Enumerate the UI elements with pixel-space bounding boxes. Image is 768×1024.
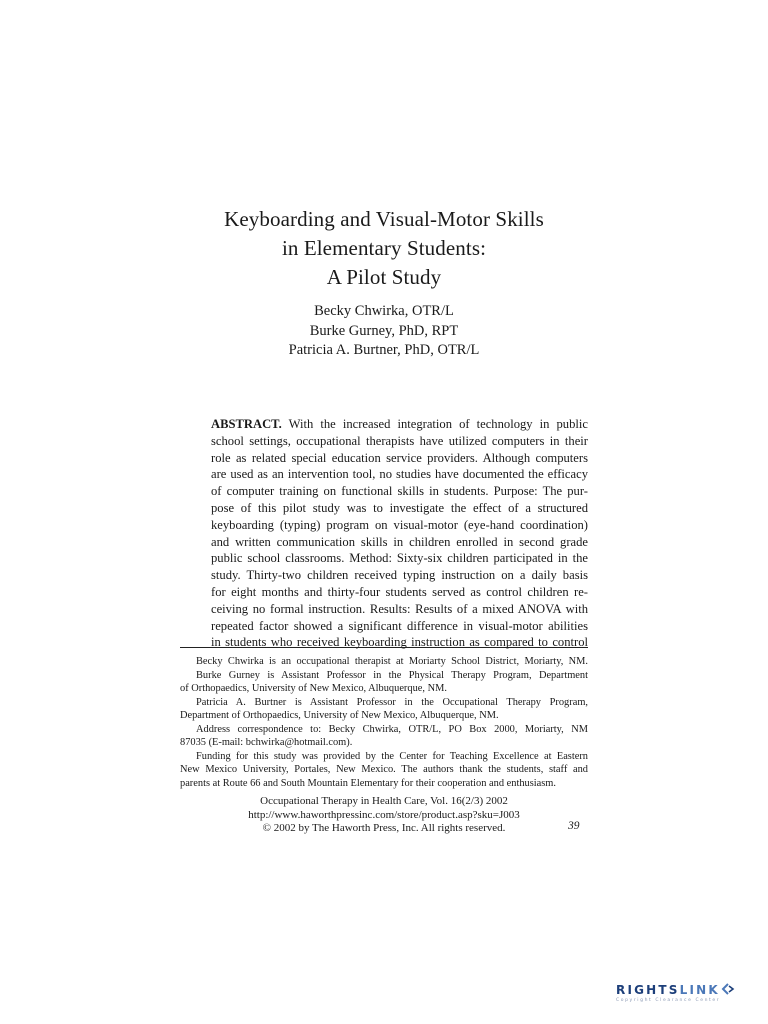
footnote-line: New Mexico University, Portales, New Mexico. The authors thank the students, staff and xyxy=(180,764,588,775)
abstract-label: ABSTRACT. xyxy=(211,417,282,431)
footnote-line: Becky Chwirka is an occupational therapist at Moriarty School District, Moriarty, NM. xyxy=(196,656,588,667)
abstract-line: repeated factor showed a significant difference in visual-motor abilities xyxy=(211,618,588,633)
abstract-text: With the increased integration of technology in public xyxy=(281,417,588,431)
footnote-line: Department of Orthopaedics, University of New Mexico, Albuquerque, NM. xyxy=(180,710,499,721)
footnote-line: Address correspondence to: Becky Chwirka, OTR/L, PO Box 2000, Moriarty, NM xyxy=(196,723,588,735)
rightslink-tagline: Copyright Clearance Center xyxy=(616,998,721,1003)
footnote-line: Funding for this study was provided by the Center for Teaching Excellence at Eastern xyxy=(196,750,588,762)
rightslink-word-rights: RIGHTS xyxy=(616,983,680,997)
abstract xyxy=(211,416,588,651)
title-line: A Pilot Study xyxy=(326,265,442,289)
abstract-line: study. Thirty-two children received typing instruction on a daily basis xyxy=(211,568,588,583)
title-line: Keyboarding and Visual-Motor Skills xyxy=(224,207,544,231)
abstract-line: are used as an intervention tool, no studies have documented the efficacy xyxy=(211,467,588,482)
author-name: Patricia A. Burtner, PhD, OTR/L xyxy=(288,342,480,358)
rightslink-logo[interactable] xyxy=(616,983,758,1005)
article-title xyxy=(0,205,768,292)
title-line: in Elementary Students: xyxy=(281,236,487,260)
abstract-line xyxy=(211,416,588,433)
abstract-line: pose of this pilot study was to investigate the effect of a structured xyxy=(211,500,588,515)
author-list xyxy=(0,302,768,361)
footnote-divider xyxy=(180,647,588,648)
abstract-line: keyboarding (typing) program on visual-motor (eye-hand coordination) xyxy=(211,517,588,532)
footnote-line: 87035 (E-mail: bchwirka@hotmail.com). xyxy=(180,737,353,748)
page-number: 39 xyxy=(568,820,580,832)
rightslink-arrow-icon xyxy=(721,983,735,995)
footnote-line: Burke Gurney is Assistant Professor in the Physical Therapy Program, Department xyxy=(196,669,588,681)
author-name: Burke Gurney, PhD, RPT xyxy=(309,322,459,339)
footnote-line: of Orthopaedics, University of New Mexico, Albuquerque, NM. xyxy=(180,683,447,694)
copyright-notice: © 2002 by The Haworth Press, Inc. All rights reserved. xyxy=(262,822,506,834)
author-name: Becky Chwirka, OTR/L xyxy=(314,303,454,319)
journal-url[interactable]: http://www.haworthpressinc.com/store/product.asp?sku=J003 xyxy=(248,808,520,821)
footnote-line: parents at Route 66 and South Mountain Elementary for their cooperation and enthusiasm. xyxy=(180,777,556,789)
abstract-line: ceiving no formal instruction. Results: Results of a mixed ANOVA with xyxy=(211,601,588,616)
abstract-line: school settings, occupational therapists have utilized computers in their xyxy=(211,433,588,448)
abstract-line: of computer training on functional skills in students. Purpose: The pur- xyxy=(211,484,588,499)
journal-citation xyxy=(180,795,588,836)
abstract-line: role as related special education service providers. Although computers xyxy=(211,450,588,465)
rightslink-wordmark xyxy=(616,983,758,997)
footnote-line: Patricia A. Burtner is Assistant Professor in the Occupational Therapy Program, xyxy=(196,696,588,708)
journal-name: Occupational Therapy in Health Care, Vol. 16(2/3) 2002 xyxy=(260,795,508,807)
abstract-line: and written communication skills in children enrolled in second grade xyxy=(211,534,588,549)
abstract-line: for eight months and thirty-four students served as control children re- xyxy=(211,584,588,599)
rightslink-word-link: LINK xyxy=(679,983,720,997)
abstract-line: in students who received keyboarding instruction as compared to control xyxy=(211,635,588,650)
abstract-line: public school classrooms. Method: Sixty-six children participated in the xyxy=(211,551,588,566)
author-footnotes xyxy=(180,655,588,790)
